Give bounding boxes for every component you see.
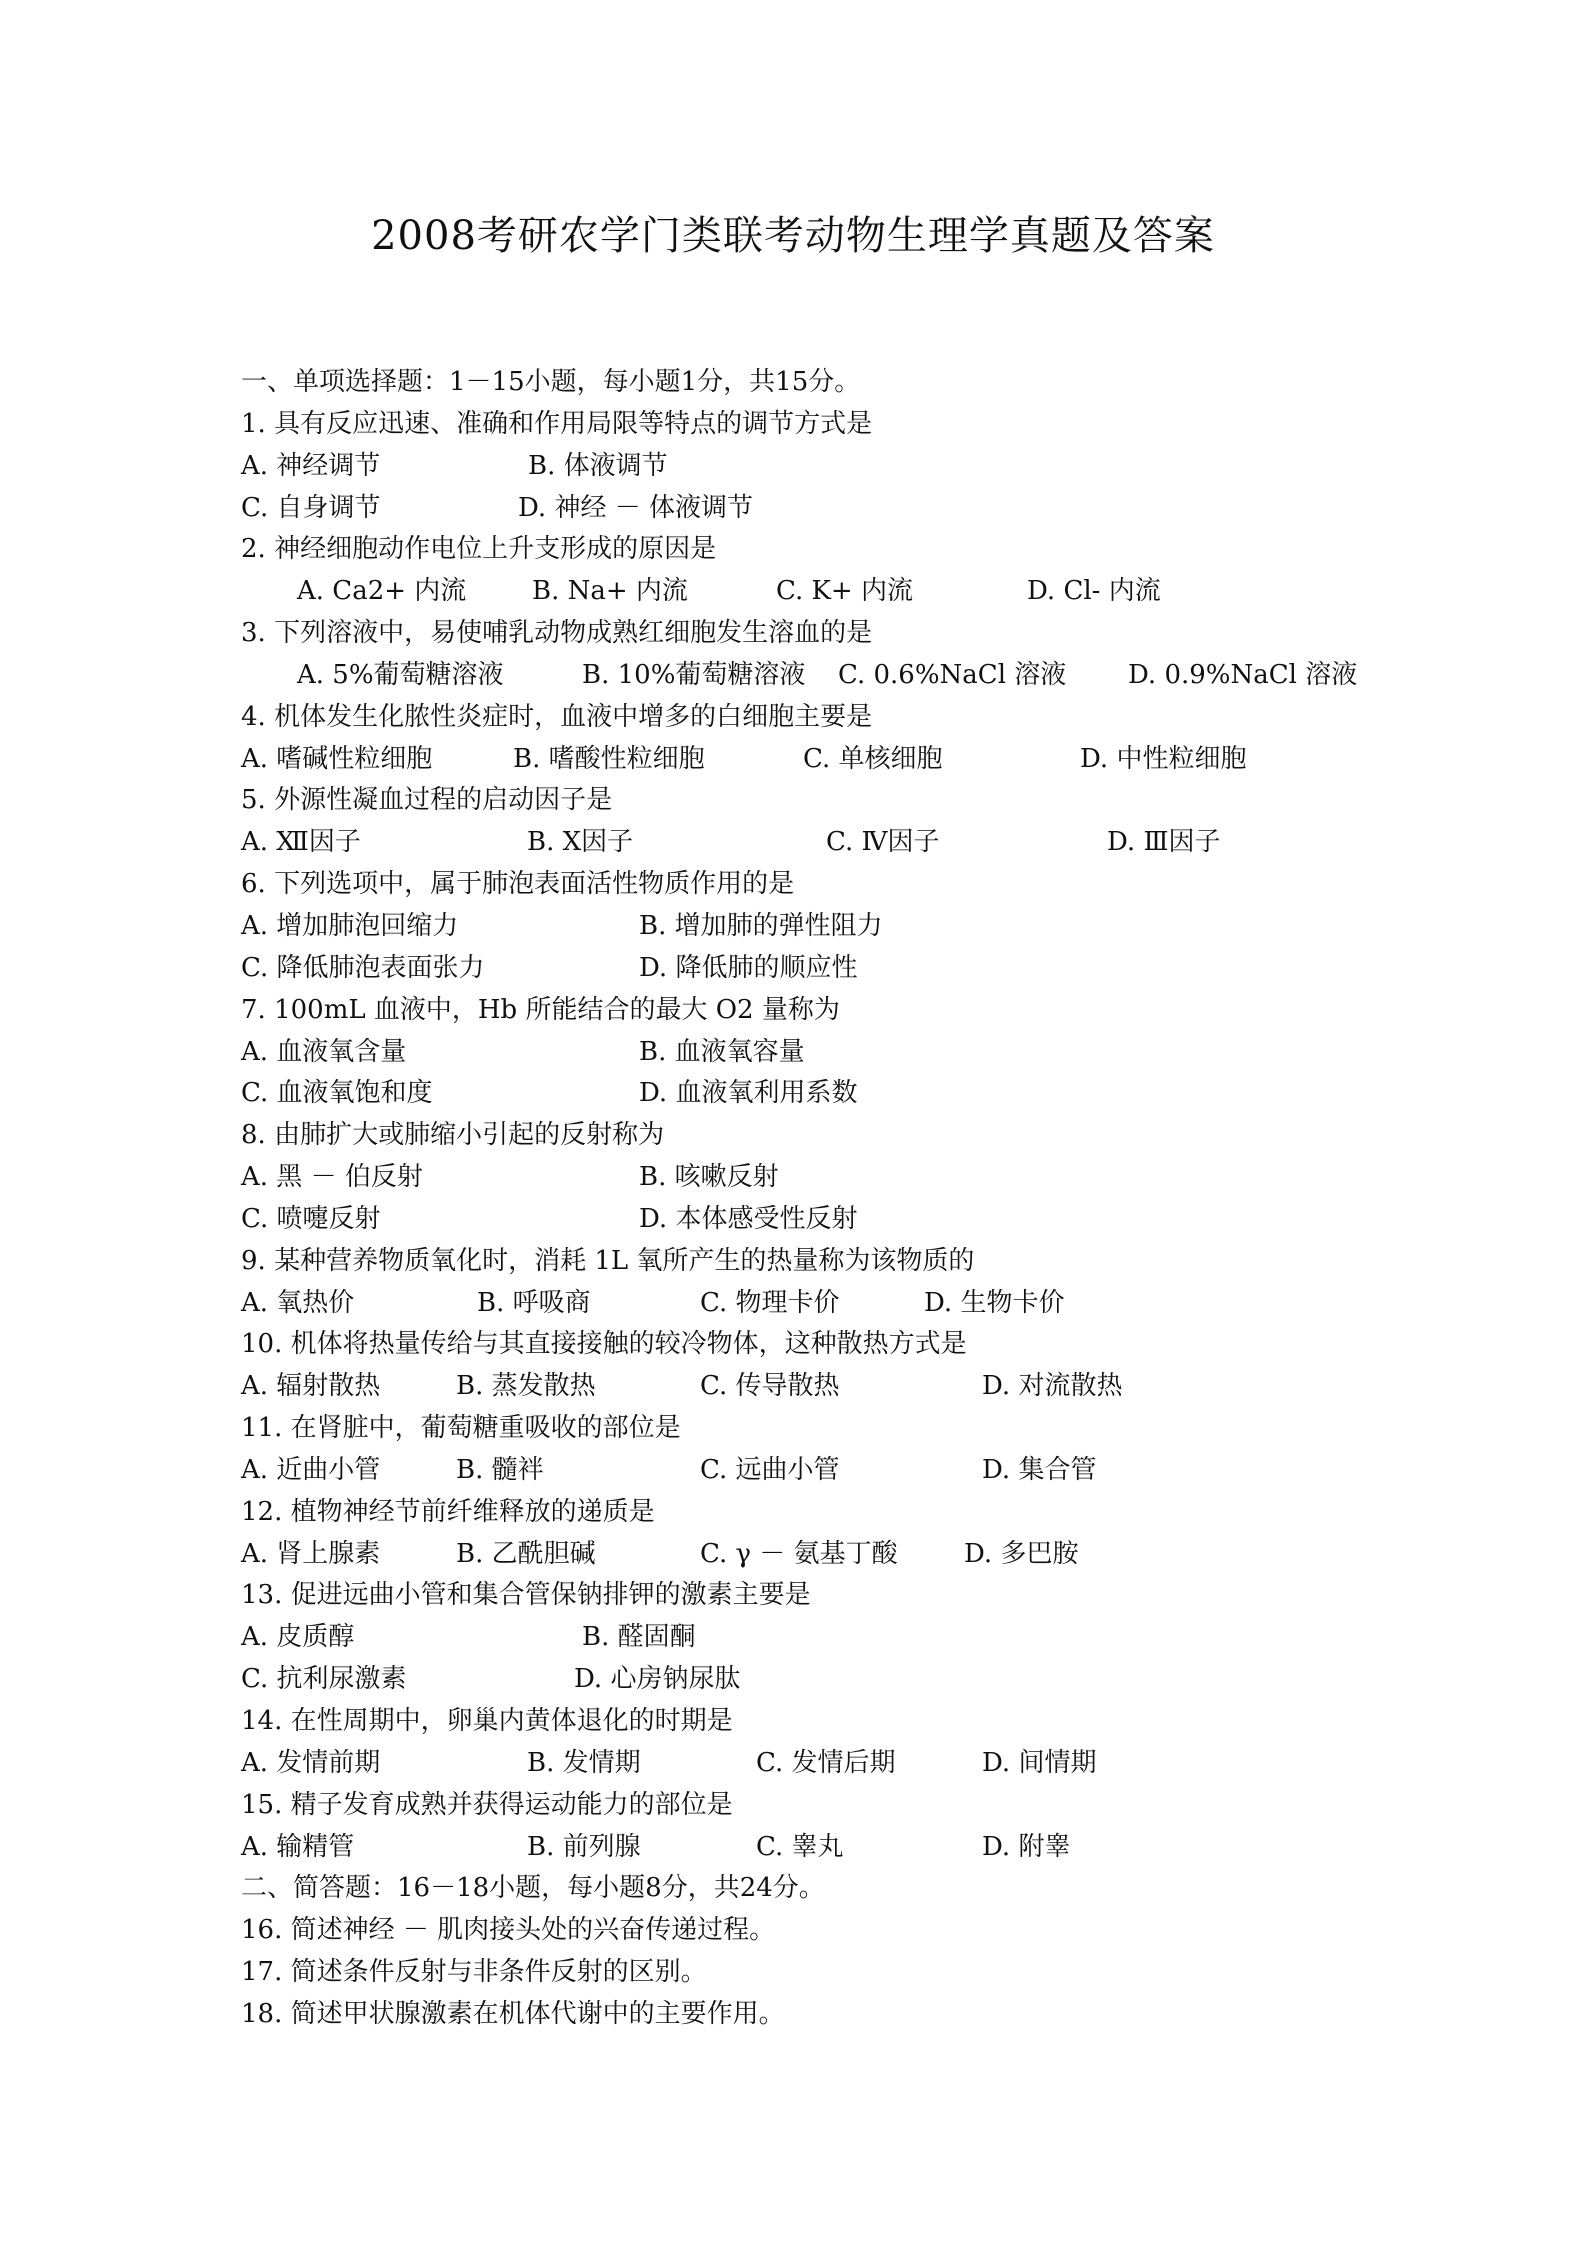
question-stem: 1. 具有反应迅速、准确和作用局限等特点的调节方式是 [241,408,873,439]
option-row [241,948,1421,990]
option-b: B. 10%葡萄糖溶液 [582,659,806,690]
option-a: A. 血液氧含量 [241,1036,407,1067]
option-d: D. 0.9%NaCl 溶液 [1128,659,1358,690]
question-stem: 16. 简述神经 － 肌肉接头处的兴奋传递过程。 [241,1915,776,1946]
option-d: D. 心房钠尿肽 [574,1664,741,1695]
option-d: D. 本体感受性反射 [639,1203,858,1234]
question-stem: 2. 神经细胞动作电位上升支形成的原因是 [241,534,717,565]
question-stem: 4. 机体发生化脓性炎症时，血液中增多的白细胞主要是 [241,701,873,732]
option-row [241,655,1421,697]
option-a: A. 5%葡萄糖溶液 [297,659,504,690]
option-d: D. 中性粒细胞 [1080,743,1247,774]
question-stem: 13. 促进远曲小管和集合管保钠排钾的激素主要是 [241,1580,811,1611]
question-stem: 9. 某种营养物质氧化时，消耗 1L 氧所产生的热量称为该物质的 [241,1245,975,1276]
option-a: A. Ⅻ因子 [241,827,361,858]
option-b: B. 体液调节 [528,450,668,481]
option-c: C. 发情后期 [756,1747,896,1778]
question-stem: 11. 在肾脏中，葡萄糖重吸收的部位是 [241,1413,681,1444]
option-d: D. 多巴胺 [964,1538,1079,1569]
option-d: D. 生物卡价 [924,1287,1065,1318]
option-a: A. Ca2+ 内流 [297,576,467,607]
option-row [241,571,1421,613]
question-stem: 15. 精子发育成熟并获得运动能力的部位是 [241,1789,733,1820]
option-c: C. 0.6%NaCl 溶液 [838,659,1067,690]
option-row [241,822,1421,864]
option-d: D. 对流散热 [982,1371,1123,1402]
option-c: C. 物理卡价 [700,1287,840,1318]
option-row [241,1283,1421,1325]
option-d: D. Ⅲ因子 [1107,827,1221,858]
question-stem: 3. 下列溶液中，易使哺乳动物成熟红细胞发生溶血的是 [241,618,873,649]
question-stem: 12. 植物神经节前纤维释放的递质是 [241,1496,655,1527]
option-d: D. 集合管 [982,1454,1097,1485]
option-a: A. 神经调节 [241,450,381,481]
option-c: C. 睾丸 [756,1831,844,1862]
section-heading: 一、单项选择题：1－15小题，每小题1分，共15分。 [241,367,861,397]
option-a: A. 输精管 [241,1831,355,1862]
option-c: C. 单核细胞 [803,743,943,774]
exam-body [241,362,1421,2036]
option-b: B. 髓袢 [456,1454,544,1485]
option-a: A. 嗜碱性粒细胞 [241,743,433,774]
option-b: B. 增加肺的弹性阻力 [639,910,883,941]
option-c: C. 远曲小管 [700,1454,840,1485]
option-row [241,1827,1421,1869]
option-c: C. 降低肺泡表面张力 [241,952,485,983]
option-a: A. 增加肺泡回缩力 [241,910,459,941]
option-b: B. Ⅹ因子 [527,827,634,858]
option-row [241,1366,1421,1408]
option-c: C. γ － 氨基丁酸 [700,1538,898,1569]
question-stem: 6. 下列选项中，属于肺泡表面活性物质作用的是 [241,869,795,900]
option-b: B. 血液氧容量 [639,1036,805,1067]
option-row [241,488,1421,530]
question-stem: 18. 简述甲状腺激素在机体代谢中的主要作用。 [241,1998,785,2029]
option-d: D. 降低肺的顺应性 [639,952,858,983]
option-c: C. Ⅳ因子 [826,827,940,858]
option-row [241,1073,1421,1115]
option-c: C. 传导散热 [700,1371,840,1402]
option-row [241,906,1421,948]
question-stem: 8. 由肺扩大或肺缩小引起的反射称为 [241,1120,665,1151]
section-heading: 二、简答题：16－18小题，每小题8分，共24分。 [241,1873,825,1904]
page-title: 2008考研农学门类联考动物生理学真题及答案 [371,213,1215,259]
option-c: C. 自身调节 [241,492,381,523]
option-a: A. 发情前期 [241,1747,381,1778]
question-stem: 14. 在性周期中，卵巢内黄体退化的时期是 [241,1706,733,1736]
option-c: C. 抗利尿激素 [241,1664,407,1695]
option-a: A. 近曲小管 [241,1454,381,1485]
question-stem: 5. 外源性凝血过程的启动因子是 [241,785,613,816]
option-b: B. 醛固酮 [582,1622,696,1653]
option-d: D. Cl- 内流 [1027,576,1161,607]
option-c: C. 血液氧饱和度 [241,1078,433,1109]
option-b: B. Na+ 内流 [532,576,688,607]
question-stem: 17. 简述条件反射与非条件反射的区别。 [241,1957,707,1988]
option-row [241,446,1421,488]
option-b: B. 前列腺 [527,1831,641,1862]
option-row [241,1534,1421,1576]
option-a: A. 辐射散热 [241,1371,381,1402]
option-b: B. 咳嗽反射 [639,1162,779,1193]
option-b: B. 嗜酸性粒细胞 [513,743,705,774]
option-d: D. 附睾 [982,1831,1071,1862]
option-b: B. 蒸发散热 [456,1371,596,1402]
option-c: C. K+ 内流 [776,576,913,607]
option-row [241,739,1421,781]
question-stem: 10. 机体将热量传给与其直接接触的较冷物体，这种散热方式是 [241,1329,967,1360]
option-a: A. 皮质醇 [241,1622,355,1653]
option-a: A. 氧热价 [241,1287,355,1318]
option-c: C. 喷嚏反射 [241,1203,381,1234]
option-d: D. 间情期 [982,1747,1097,1778]
option-b: B. 呼吸商 [477,1287,591,1318]
question-stem: 7. 100mL 血液中，Hb 所能结合的最大 O2 量称为 [241,994,840,1025]
option-row [241,1032,1421,1074]
option-row [241,1659,1421,1701]
option-row [241,1157,1421,1199]
option-d: D. 神经 － 体液调节 [518,492,753,523]
option-row [241,1617,1421,1659]
option-a: A. 黑 － 伯反射 [241,1162,423,1193]
option-b: B. 乙酰胆碱 [456,1538,596,1569]
option-row [241,1743,1421,1785]
option-row [241,1199,1421,1241]
option-a: A. 肾上腺素 [241,1538,381,1569]
option-b: B. 发情期 [527,1747,641,1778]
option-row [241,1450,1421,1492]
option-d: D. 血液氧利用系数 [639,1078,858,1109]
